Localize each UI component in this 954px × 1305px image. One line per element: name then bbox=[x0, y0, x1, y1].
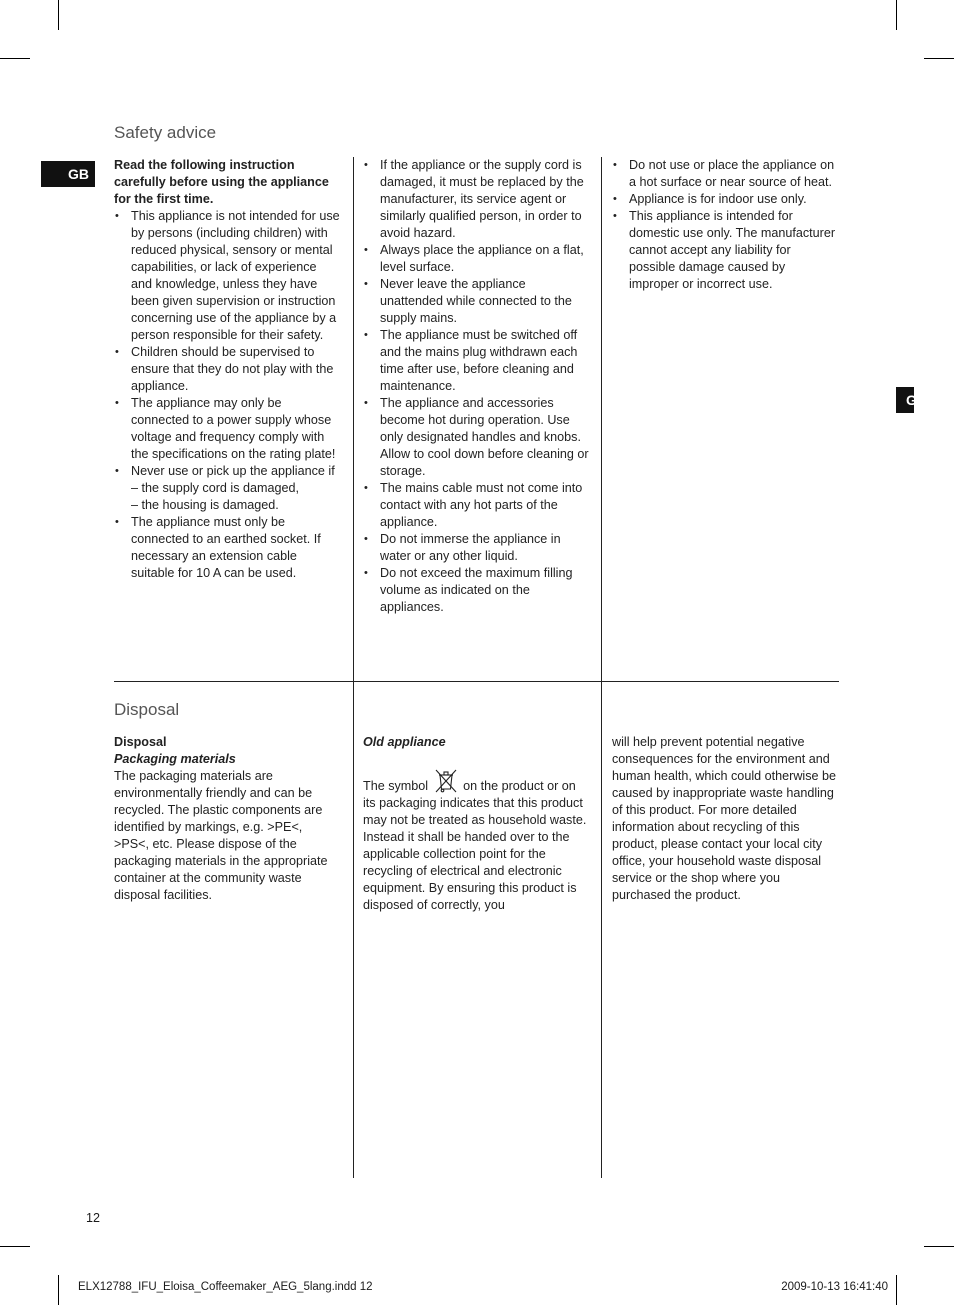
text-after-symbol: on the product or on its packaging indicates that this product may not be treated as household waste. Instead it shall be handed over to the applicable collection point for the recycling of electrical and electronic equipment. By ensuring this product is disposed of correctly, you bbox=[363, 779, 587, 912]
safety-heading: Safety advice bbox=[114, 123, 217, 142]
language-tab: GB bbox=[41, 161, 95, 187]
side-language-tab: G bbox=[896, 387, 914, 413]
disposal-column-1 bbox=[114, 734, 340, 904]
safety-list-2 bbox=[363, 157, 589, 616]
safety-list-1 bbox=[114, 208, 340, 582]
list-item bbox=[114, 463, 340, 514]
list-item: • Do not use or place the appliance on a hot surface or near source of heat. bbox=[612, 157, 838, 191]
crop-mark bbox=[58, 1275, 59, 1305]
list-subitem: – the supply cord is damaged, bbox=[131, 481, 300, 495]
list-subitem: – the housing is damaged. bbox=[131, 498, 279, 512]
crop-mark bbox=[0, 1246, 30, 1247]
safety-column-1 bbox=[114, 157, 340, 582]
list-item: • The mains cable must not come into contact with any hot parts of the appliance. bbox=[363, 480, 589, 531]
list-item: • Never leave the appliance unattended while connected to the supply mains. bbox=[363, 276, 589, 327]
safety-list-3 bbox=[612, 157, 838, 293]
crop-mark bbox=[0, 58, 30, 59]
list-item: • The appliance and accessories become hot during operation. Use only designated handles and knobs. Allow to cool down before cleaning or storage. bbox=[363, 395, 589, 480]
list-item: • If the appliance or the supply cord is damaged, it must be replaced by the manufacturer, its service agent or similarly qualified person, in order to avoid hazard. bbox=[363, 157, 589, 242]
list-item: • This appliance is intended for domestic use only. The manufacturer cannot accept any liability for possible damage caused by improper or incorrect use. bbox=[612, 208, 838, 293]
text-before-symbol: The symbol bbox=[363, 779, 429, 793]
list-item: • Children should be supervised to ensure that they do not play with the appliance. bbox=[114, 344, 340, 395]
print-slug-file: ELX12788_IFU_Eloisa_Coffeemaker_AEG_5lang.indd 12 bbox=[78, 1281, 373, 1293]
column-divider bbox=[353, 157, 354, 1178]
crop-mark bbox=[896, 1275, 897, 1305]
crop-mark bbox=[924, 1246, 954, 1247]
safety-column-3 bbox=[612, 157, 838, 293]
crossed-out-wheelie-bin-icon bbox=[434, 768, 458, 794]
list-item: • Do not immerse the appliance in water or any other liquid. bbox=[363, 531, 589, 565]
list-item: • Appliance is for indoor use only. bbox=[612, 191, 838, 208]
list-item-text: Never use or pick up the appliance if bbox=[131, 464, 335, 478]
section-divider bbox=[114, 681, 839, 682]
packaging-text: The packaging materials are environmentally friendly and can be recycled. The plastic components are identified by markings, e.g. >PE<, >PS<, etc. Please dispose of the packaging materials in the appropriate container at the community waste disposal facilities. bbox=[114, 769, 328, 902]
list-item: • This appliance is not intended for use by persons (including children) with reduced physical, sensory or mental capabilities, or lack of experience and knowledge, unless they have been given supervision or instruction concerning use of the appliance by a person responsible for their safety. bbox=[114, 208, 340, 344]
column-divider bbox=[601, 157, 602, 1178]
list-item: • Always place the appliance on a flat, level surface. bbox=[363, 242, 589, 276]
packaging-subheading: Packaging materials bbox=[114, 752, 236, 766]
list-item: • The appliance must only be connected to an earthed socket. If necessary an extension cable suitable for 10 A can be used. bbox=[114, 514, 340, 582]
disposal-column-3 bbox=[612, 734, 838, 904]
old-appliance-subheading: Old appliance bbox=[363, 735, 446, 749]
old-appliance-text bbox=[363, 768, 589, 914]
disposal-column-2 bbox=[363, 734, 589, 914]
list-item: • The appliance may only be connected to a power supply whose voltage and frequency comply with the specifications on the rating plate! bbox=[114, 395, 340, 463]
disposal-subheading: Disposal bbox=[114, 735, 167, 749]
list-item: • Do not exceed the maximum filling volume as indicated on the appliances. bbox=[363, 565, 589, 616]
crop-mark bbox=[896, 0, 897, 30]
crop-mark bbox=[58, 0, 59, 30]
crop-mark bbox=[924, 58, 954, 59]
safety-intro: Read the following instruction carefully before using the appliance for the first time. bbox=[114, 158, 329, 206]
disposal-heading: Disposal bbox=[114, 700, 180, 719]
safety-column-2 bbox=[363, 157, 589, 616]
print-slug-date: 2009-10-13 16:41:40 bbox=[781, 1281, 888, 1293]
page-number: 12 bbox=[86, 1211, 101, 1225]
old-appliance-text-continued: will help prevent potential negative consequences for the environment and human health, which could otherwise be caused by inappropriate waste handling of this product. For more detailed information about recycling of this product, please contact your local city office, your household waste disposal service or the shop where you purchased the product. bbox=[612, 735, 837, 902]
list-item: • The appliance must be switched off and the mains plug withdrawn each time after use, before cleaning and maintenance. bbox=[363, 327, 589, 395]
